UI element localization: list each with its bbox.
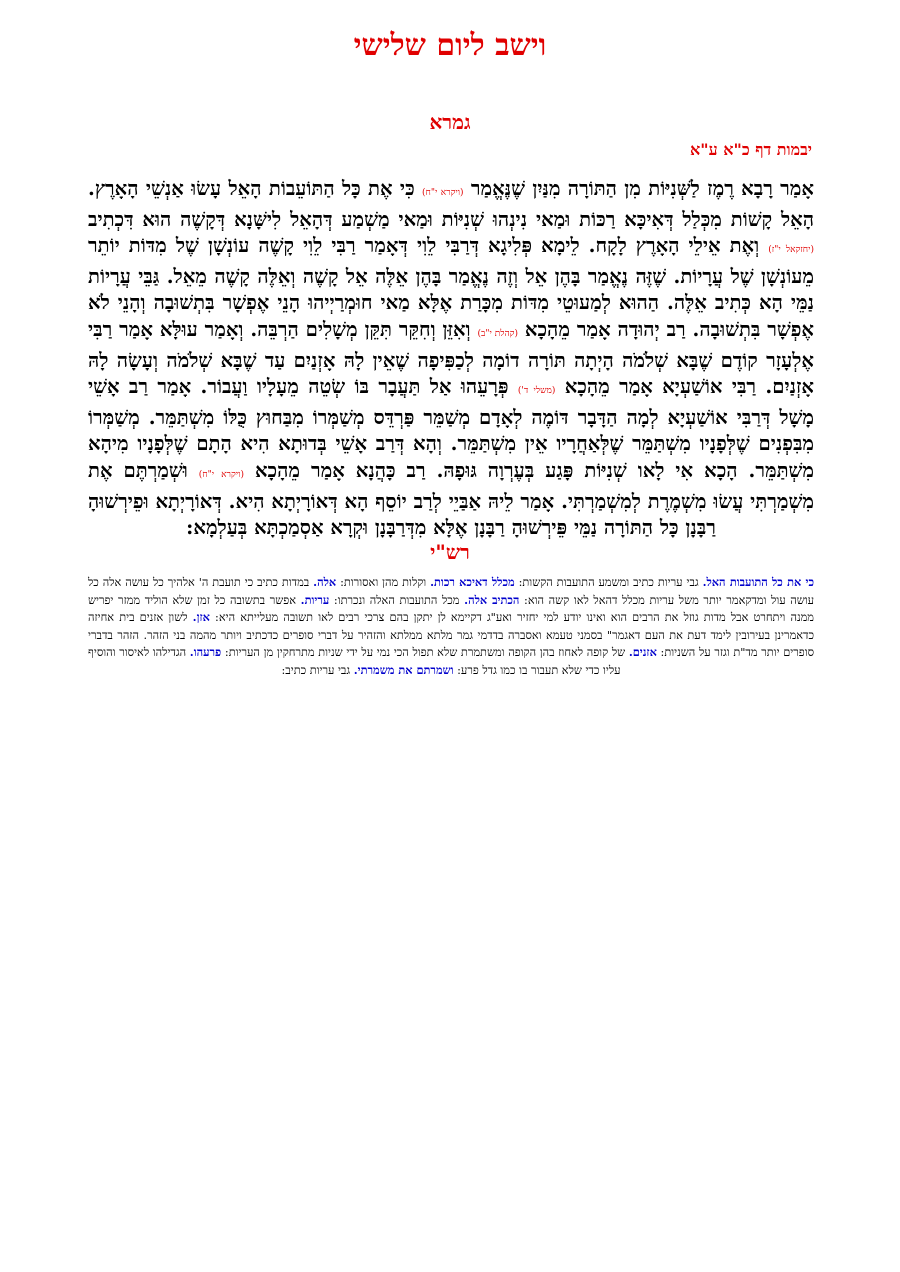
rashi-text: הגדילהו לאיסור והוסיף עליו כדי שלא תעבור בו כמו גדל פרע: — [88, 646, 621, 677]
rashi-text: גבי עריות כתיב ומשמע התועבות הקשות: — [518, 576, 699, 589]
rashi-text: לשון אזנים בית אחיזה כדאמרינן בעירובין לימד דעת את העם דאגמר" בסמני טעמא ואסברה בדדמי גמר מלתא ממלתא והזהיר על דברי סופרים כדכתיב ויותר מהמה בני הזהר. הזהר בדברי סופרים יותר מד"ת וגזר על השניות: — [88, 611, 815, 660]
gemara-text — [88, 176, 814, 542]
dibur-hamatchil: אזנים. — [628, 645, 657, 660]
gemara-heading: גמרא — [429, 110, 471, 134]
rashi-text: במדות כתיב כי תועבת ה' אלהיך כל עושה אלה כל עושה עול ומדקאמר יותר משל עריות מכלל דהאל לאו קשה הוא: — [88, 576, 815, 607]
dibur-hamatchil: ושמרתם את משמרתי. — [353, 662, 454, 677]
verse-reference: (ויקרא י"ח) — [198, 469, 244, 480]
rashi-commentary — [88, 574, 814, 680]
page-title: וישב ליום שלישי — [353, 28, 547, 63]
verse-reference: (ויקרא י"ח) — [422, 188, 464, 198]
dibur-hamatchil: אלה. — [313, 575, 337, 589]
dibur-hamatchil: עריות. — [300, 592, 330, 607]
dibur-hamatchil: כי את כל התועבות האל. — [702, 575, 814, 589]
verse-reference: (משלי ד') — [517, 386, 556, 397]
rashi-text: גבי עריות כתיב: — [281, 663, 351, 677]
gemara-segment: כִּי אֶת כָּל הַתּוֹעֵבוֹת הָאֵל עָשׂוּ אַנְשֵׁי הָאָרֶץ. הָאֵל קָשׁוֹת מִכְּלַל דְּאִיכָּא רַכּוֹת וּמַאי נִינְהוּ שְׁנִיּוֹת וּמַאי מַשְׁמַע דְּהָאֵל לִישָּׁנָא דְּקָשֶׁה הוּא דִּכְתִיב — [88, 177, 814, 231]
dibur-hamatchil: הכתיב אלה. — [464, 592, 520, 607]
gemara-segment: וְאֶת אֵילֵי הָאָרֶץ לָקָח. לֵימָא פְּלִיגָא דְּרַבִּי לֵוִי דְּאָמַר רַבִּי לֵוִי קָשֶׁה עוֹנְשָׁן שֶׁל מִדּוֹת יוֹתֵר מֵעוֹנְשָׁן שֶׁל עֲרָיוֹת. שֶׁזֶּה נֶאֱמַר בָּהֶן אֵל וְזֶה נֶאֱמַר בָּהֶן אֵלֶּה אֵל קָשֶׁה וְאֵלֶּה קָשֶׁה מֵאֵל. גַּבֵּי עֲרָיוֹת נַמֵּי הָא כְּתִיב אֵלֶּה. הַהוּא לְמַעוּטֵי מִדּוֹת מִכָּרַת אֶלָּא מַאי חוּמְרַיְיהוּ הָנֵי אֶפְשָׁר בִּתְשׁוּבָה וְהָנֵי לֹא אֶפְשָׁר בִּתְשׁוּבָה. רַב יְהוּדָה אָמַר מֵהָכָא — [88, 234, 814, 341]
rashi-text: וקלות מהן ואסורות: — [340, 576, 427, 589]
verse-reference: (קהלת י"ב) — [477, 328, 518, 339]
dibur-hamatchil: מכלל דאיכא רכות. — [430, 575, 515, 589]
rashi-text: אפשר בתשובה כל זמן שלא הוליד ממזר יפריש ממנה ויתחרט אבל מדות גוזל את הרבים הוא ואינו יודע למי יחזיר ואע"ג דקיימא לן יתקן בהם צרכי רבים לאו תשובה מעלייתא היא: — [88, 593, 815, 625]
source-reference: יבמות דף כ"א ע"א — [689, 140, 812, 159]
gemara-segment: אָמַר רָבָא רֶמֶז לַשְּׁנִיּוֹת מִן הַתּוֹרָה מִנַּיִן שֶׁנֶּאֱמַר — [470, 177, 814, 200]
rashi-text: של קופה לאחוז בהן הקופה ומשתמרת שלא תפול הכי נמי על ידי שניות מתרחקין מן העריות: — [224, 646, 626, 660]
gemara-segment: וּשְׁמַרְתֶּם אֶת מִשְׁמַרְתִּי עֲשׂוּ מִשְׁמֶרֶת לְמִשְׁמַרְתִּי. אָמַר לֵיהּ אַבַּיֵי לְרַב יוֹסֵף הָא דְּאוֹרָיְתָא הִיא. דְּאוֹרָיְתָא וּפֵירְשׁוּהָ רַבָּנָן כָּל הַתּוֹרָה נַמֵּי פֵּירְשׁוּהָ רַבָּנָן אֶלָּא מִדְּרַבָּנָן וּקְרָא אַסְמַכְתָּא בְּעַלְמָא: — [88, 458, 814, 540]
gemara-segment: וְאִזֵּן וְחִקֵּר תִּקֵּן מְשָׁלִים הַרְבֵּה. וְאָמַר עוּלָּא אָמַר רַבִּי אֶלְעָזָר קוֹדֶם שֶׁבָּא שְׁלֹמֹה הָיְתָה תּוֹרָה דוֹמָה לְכַפִּיפָה שֶׁאֵין לָהּ אָזְנַיִם עַד שֶׁבָּא שְׁלֹמֹה וְעָשָׂה לָהּ אָזְנַיִם. רַבִּי אוֹשַׁעְיָא אָמַר מֵהָכָא — [88, 317, 814, 399]
gemara-segment: פְּרָעֵהוּ אַל תַּעֲבָר בּוֹ שְׂטֵה מֵעָלָיו וַעֲבוֹר. אָמַר רַב אָשֵׁי מָשָׁל דְּרַבִּי אוֹשַׁעְיָא לְמָה הַדָּבָר דּוֹמֶה לְאָדָם מְשַׁמֵּר פַּרְדֵּס מְשַׁמְּרוֹ מִבַּחוּץ כֻּלּוֹ מִשְׁתַּמֵּר. מְשַׁמְּרוֹ מִבִּפְנִים שֶׁלְּפָנָיו מִשְׁתַּמֵּר שֶׁלְּאַחֲרָיו אֵין מִשְׁתַּמֵּר. וְהָא דְּרַב אָשֵׁי בְּדוּתָא הִיא הָתָם שֶׁלְּפָנָיו מִיהָא מִשְׁתַּמֵּר. הָכָא אִי לָאו שְׁנִיּוֹת פָּגַע בְּעֶרְוָה גּוּפָהּ. רַב כָּהֲנָא אָמַר מֵהָכָא — [88, 375, 815, 482]
dibur-hamatchil: פרעהו. — [189, 645, 222, 660]
rashi-heading: רש"י — [430, 540, 470, 564]
verse-reference: (יחזקאל י"ז) — [768, 245, 815, 256]
rashi-text: מכל התועבות האלה ונכרתו: — [333, 593, 460, 607]
dibur-hamatchil: אזן. — [192, 610, 210, 625]
